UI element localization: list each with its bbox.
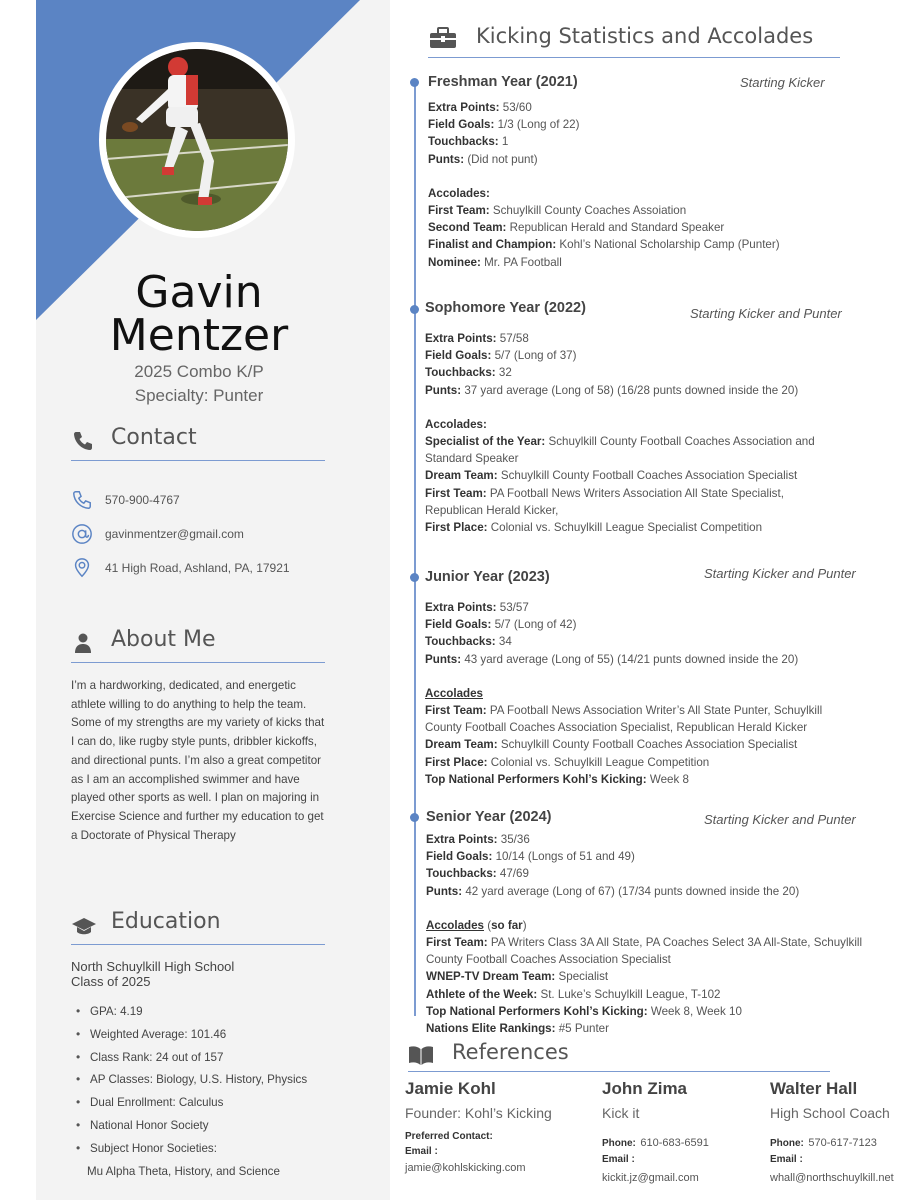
education-list: [76, 1005, 376, 1165]
stat-line: [428, 133, 890, 150]
freshman-stats: [428, 99, 890, 271]
reference-name: Walter Hall: [770, 1079, 858, 1098]
reference-email-label: Email :: [770, 1154, 803, 1165]
reference-email[interactable]: kickit.jz@gmail.com: [602, 1172, 699, 1184]
accolade-value: Schuylkill County Football Coaches Association Specialist: [500, 738, 798, 752]
stat-label: Extra Points:: [425, 332, 497, 345]
accolade-line: [428, 254, 890, 271]
stat-value: 10/14 (Longs of 51 and 49): [495, 850, 635, 864]
accolade-line-cont: County Football Coaches Association Specialist, Republican Herald Kicker: [425, 721, 808, 735]
stat-value: 5/7 (Long of 42): [494, 618, 577, 632]
stat-line: [425, 616, 887, 633]
accolade-line: [426, 1020, 888, 1037]
stat-line: [425, 347, 887, 364]
accolade-line: [428, 236, 890, 253]
athlete-photo: [106, 49, 288, 231]
accolade-label: Dream Team:: [425, 738, 498, 752]
stat-label: Field Goals:: [425, 349, 492, 363]
senior-role: Starting Kicker and Punter: [704, 812, 856, 827]
stats-heading-text: Kicking Statistics and Accolades: [476, 24, 814, 48]
contact-heading-text: Contact: [111, 425, 197, 450]
stat-value: 57/58: [499, 332, 529, 345]
last-name: Mentzer: [109, 310, 289, 361]
stat-line: [428, 99, 890, 116]
contact-phone[interactable]: 570-900-4767: [105, 493, 180, 507]
stat-line: [425, 330, 887, 347]
stat-value: 34: [498, 635, 512, 649]
junior-stats: [425, 599, 887, 788]
reference-email[interactable]: whall@northschuylkill.net: [770, 1172, 894, 1184]
briefcase-icon: [428, 26, 458, 50]
accolade-label: Nations Elite Rankings:: [426, 1022, 556, 1036]
references-heading: [408, 1038, 830, 1072]
about-text: I’m a hardworking, dedicated, and energetic athlete willing to do anything to help the team. Some of my strengths are my variety of kicks that I can do, like rugby style punts, dribbler kickoffs, and directional punts. I’m also a great competitor as I am an accomplished swimmer and have played other sports as well. I plan on majoring in Exercise Science and further my education to get a Doctorate of Physical Therapy: [71, 679, 325, 842]
accolade-line: [426, 1003, 888, 1020]
education-item: • Class Rank: 24 out of 157: [76, 1051, 376, 1074]
accolade-value: Week 8, Week 10: [650, 1004, 742, 1018]
references-heading-text: References: [452, 1040, 569, 1064]
accolades-heading: [428, 185, 890, 202]
contact-address: 41 High Road, Ashland, PA, 17921: [105, 561, 290, 575]
reference-title: High School Coach: [770, 1105, 890, 1121]
accolade-line: [425, 702, 887, 719]
accolade-value: Republican Herald and Standard Speaker: [509, 221, 725, 235]
stat-value: 1/3 (Long of 22): [497, 118, 580, 132]
phone-icon: [71, 429, 95, 453]
reference-card: [405, 1079, 580, 1189]
stat-value: 1: [501, 135, 509, 149]
accolade-line-cont: County Football Coaches Association Specialist: [426, 953, 671, 967]
stat-label: Touchbacks:: [428, 135, 499, 149]
stat-line: [426, 848, 888, 865]
contact-heading: [71, 423, 325, 461]
about-heading-text: About Me: [111, 627, 216, 652]
accolade-label: Second Team:: [428, 221, 507, 235]
reference-card: [770, 1079, 923, 1189]
about-heading: [71, 625, 325, 663]
accolade-value: PA Football News Association Writer’s All State Punter, Schuylkill: [489, 704, 823, 718]
accolades-heading: [425, 416, 887, 433]
sidebar: [36, 0, 390, 1200]
accolade-value: PA Writers Class 3A All State, PA Coaches Select 3A All-State, Schuylkill: [490, 936, 863, 950]
accolade-line: [425, 736, 887, 753]
accolade-line-cont: Republican Herald Kicker,: [425, 503, 559, 517]
education-item: • Dual Enrollment: Calculus: [76, 1096, 376, 1119]
timeline-dot: [410, 305, 419, 314]
stat-value: 32: [498, 366, 512, 380]
stat-label: Touchbacks:: [426, 867, 497, 881]
stat-value: 5/7 (Long of 37): [494, 349, 577, 363]
accolade-line: [428, 219, 890, 236]
accolade-label: Specialist of the Year:: [425, 435, 546, 449]
accolade-value: Colonial vs. Schuylkill League Specialist Competition: [490, 521, 763, 535]
accolade-line: [425, 467, 887, 484]
accolade-value: #5 Punter: [558, 1022, 609, 1036]
accolade-value: St. Luke’s Schuylkill League, T-102: [540, 987, 721, 1001]
stat-value: (Did not punt): [467, 152, 538, 166]
accolades-label: Accolades:: [428, 186, 490, 200]
class-of: Class of 2025: [71, 974, 151, 989]
stat-label: Punts:: [426, 884, 463, 898]
accolade-line: [426, 968, 888, 985]
accolades-heading: [426, 917, 888, 934]
stat-line: [425, 599, 887, 616]
accolade-value: Colonial vs. Schuylkill League Competition: [490, 755, 710, 769]
accolade-value: Kohl’s National Scholarship Camp (Punter): [559, 238, 780, 252]
accolade-line-cont: Standard Speaker: [425, 452, 519, 466]
stat-line: [425, 651, 887, 668]
stat-value: 42 yard average (Long of 67) (17/34 punts downed inside the 20): [465, 884, 800, 898]
reference-name: Jamie Kohl: [405, 1079, 496, 1098]
accolades-heading: [425, 685, 887, 702]
senior-year-title: Senior Year (2024): [426, 809, 552, 825]
reference-name: John Zima: [602, 1079, 688, 1098]
stat-label: Extra Points:: [428, 101, 500, 114]
stat-label: Punts:: [425, 652, 462, 666]
accolade-line: [425, 771, 887, 788]
education-heading: [71, 907, 325, 945]
accolade-value: Schuylkill County Coaches Assoiation: [492, 204, 687, 218]
stat-label: Extra Points:: [425, 601, 497, 614]
accolades-so-far: so far: [491, 918, 523, 932]
accolade-label: Dream Team:: [425, 469, 498, 483]
accolade-value: Mr. PA Football: [484, 255, 562, 269]
accolade-label: WNEP-TV Dream Team:: [426, 970, 556, 984]
honor-societies-list: Mu Alpha Theta, History, and Science: [87, 1165, 280, 1178]
graduation-cap-icon: [71, 913, 95, 937]
accolade-line: [428, 202, 890, 219]
accolade-value: Week 8: [649, 772, 689, 786]
accolade-label: Top National Performers Kohl’s Kicking:: [426, 1004, 648, 1018]
accolade-line: [425, 485, 887, 502]
accolades-label: Accolades:: [425, 417, 487, 431]
accolade-line: [426, 986, 888, 1003]
accolade-line: [425, 754, 887, 771]
specialty-subtitle: Specialty: Punter: [134, 386, 264, 405]
accolade-label: Nominee:: [428, 255, 481, 269]
stat-label: Extra Points:: [426, 833, 498, 846]
stat-line: [428, 116, 890, 133]
stat-value: 47/69: [499, 867, 529, 881]
open-book-icon: [408, 1044, 434, 1066]
stat-line: [428, 151, 890, 168]
stat-value: 53/60: [502, 101, 532, 114]
reference-phone[interactable]: 570-617-7123: [808, 1137, 877, 1149]
reference-card: [602, 1079, 777, 1189]
stat-line: [425, 364, 887, 381]
accolade-line: [425, 519, 887, 536]
stat-line: [426, 831, 888, 848]
accolades-label: Accolades: [425, 686, 483, 700]
sophomore-role: Starting Kicker and Punter: [690, 306, 842, 321]
education-item: • AP Classes: Biology, U.S. History, Physics: [76, 1073, 376, 1096]
stat-label: Punts:: [425, 383, 462, 397]
freshman-year-title: Freshman Year (2021): [428, 74, 578, 90]
accolades-label: Accolades: [426, 918, 484, 932]
accolade-label: First Team:: [426, 936, 488, 950]
accolades-paren: (: [487, 918, 492, 932]
reference-title: Founder: Kohl’s Kicking: [405, 1105, 552, 1121]
reference-email[interactable]: jamie@kohlskicking.com: [405, 1162, 526, 1174]
junior-role: Starting Kicker and Punter: [704, 566, 856, 581]
accolade-value: Specialist: [558, 970, 609, 984]
contact-email[interactable]: gavinmentzer@gmail.com: [105, 527, 244, 541]
reference-email-label: Email :: [602, 1154, 635, 1165]
stat-label: Touchbacks:: [425, 635, 496, 649]
at-sign-icon: [71, 523, 93, 545]
reference-phone[interactable]: 610-683-6591: [640, 1137, 709, 1149]
accolade-value: PA Football News Writers Association All State Specialist,: [489, 486, 784, 500]
accolade-label: First Team:: [425, 486, 487, 500]
accolade-label: First Place:: [425, 755, 488, 769]
accolade-label: Athlete of the Week:: [426, 987, 538, 1001]
position-subtitle: 2025 Combo K/P: [134, 362, 264, 381]
stat-label: Field Goals:: [428, 118, 495, 132]
reference-preferred-label: Preferred Contact:: [405, 1131, 493, 1142]
reference-phone-label: Phone:: [602, 1138, 636, 1149]
stat-label: Field Goals:: [426, 850, 493, 864]
school-info: [71, 959, 234, 989]
accolade-label: Finalist and Champion:: [428, 238, 557, 252]
accolade-label: Top National Performers Kohl’s Kicking:: [425, 772, 647, 786]
timeline-dot: [410, 813, 419, 822]
timeline-line: [414, 80, 416, 1016]
accolade-value: Schuylkill County Football Coaches Association Specialist: [500, 469, 798, 483]
reference-email-label: Email :: [405, 1146, 438, 1157]
phone-outline-icon: [71, 489, 93, 511]
accolade-label: First Place:: [425, 521, 488, 535]
senior-stats: [426, 831, 888, 1037]
accolade-label: First Team:: [428, 204, 490, 218]
stats-heading: [428, 20, 840, 58]
freshman-role: Starting Kicker: [740, 75, 825, 90]
school-name: North Schuylkill High School: [71, 959, 235, 974]
junior-year-title: Junior Year (2023): [425, 569, 550, 585]
education-item: • Subject Honor Societies:: [76, 1142, 376, 1165]
education-item: • Weighted Average: 101.46: [76, 1028, 376, 1051]
reference-phone-row: [770, 1133, 877, 1151]
education-item: • National Honor Society: [76, 1119, 376, 1142]
stat-line: [425, 382, 887, 399]
timeline-dot: [410, 78, 419, 87]
accolade-label: First Team:: [425, 704, 487, 718]
stat-value: 35/36: [500, 833, 530, 846]
first-name: Gavin: [135, 267, 263, 318]
stat-label: Field Goals:: [425, 618, 492, 632]
timeline-dot: [410, 573, 419, 582]
stat-value: 37 yard average (Long of 58) (16/28 punts downed inside the 20): [464, 383, 799, 397]
accolade-line: [425, 433, 887, 450]
stat-line: [425, 633, 887, 650]
education-heading-text: Education: [111, 909, 221, 934]
accolade-line: [426, 934, 888, 951]
education-item: • GPA: 4.19: [76, 1005, 376, 1028]
person-icon: [71, 631, 95, 655]
stat-value: 43 yard average (Long of 55) (14/21 punts downed inside the 20): [464, 652, 799, 666]
stat-label: Touchbacks:: [425, 366, 496, 380]
location-pin-icon: [71, 557, 93, 579]
accolades-paren: ): [522, 918, 527, 932]
stat-label: Punts:: [428, 152, 465, 166]
reference-title: Kick it: [602, 1105, 640, 1121]
stat-line: [426, 865, 888, 882]
stat-line: [426, 883, 888, 900]
reference-phone-label: Phone:: [770, 1138, 804, 1149]
reference-phone-row: [602, 1133, 709, 1151]
sophomore-year-title: Sophomore Year (2022): [425, 300, 586, 316]
sophomore-stats: [425, 330, 887, 536]
stat-value: 53/57: [499, 601, 529, 614]
accolade-value: Schuylkill County Football Coaches Association and: [548, 435, 815, 449]
